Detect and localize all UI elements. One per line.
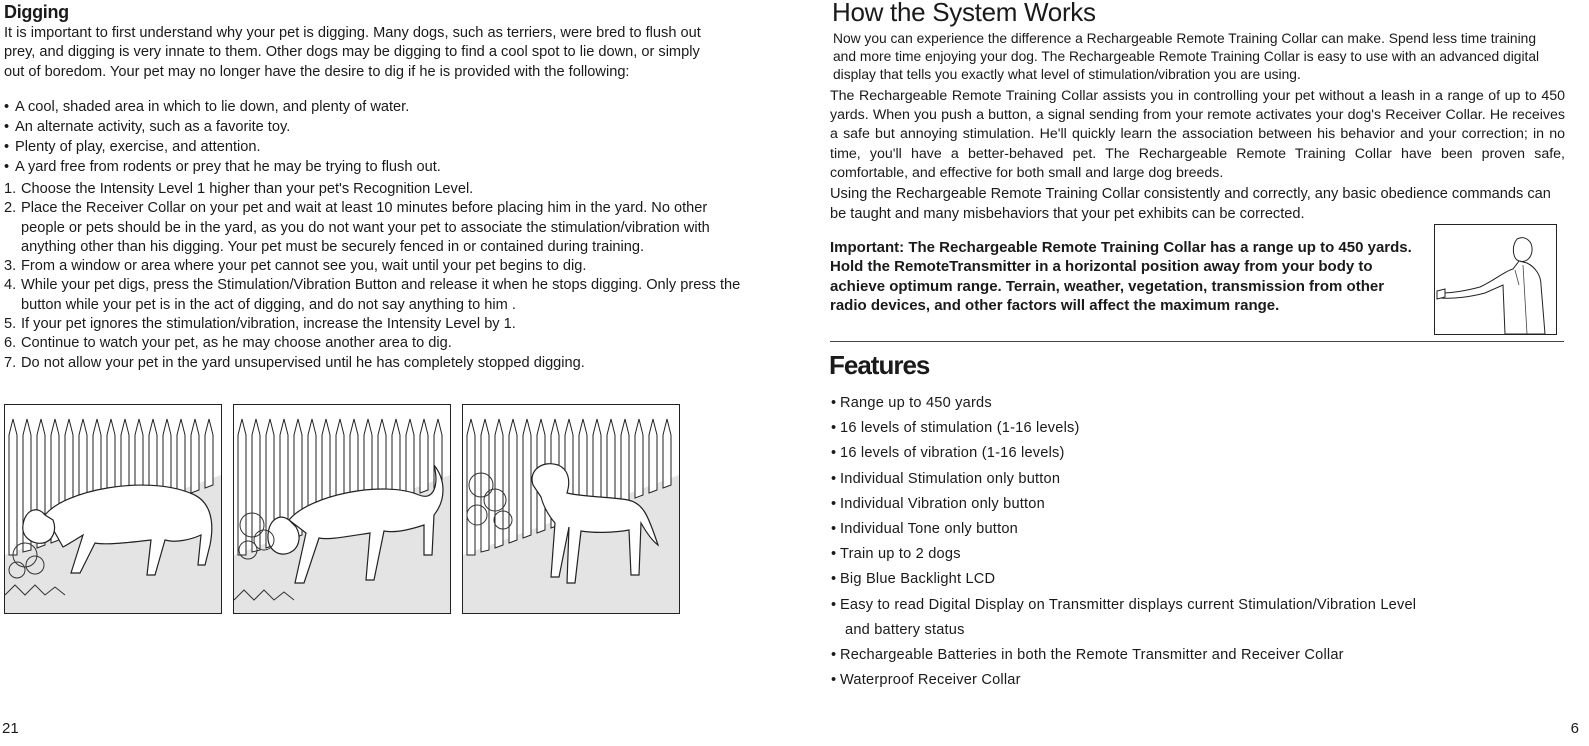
step-item (4, 199, 744, 257)
step-number: 3. (4, 258, 17, 275)
step-item (4, 354, 744, 373)
feature-item: • 16 levels of vibration (1-16 levels) (831, 441, 1416, 466)
digging-steps (4, 180, 744, 373)
step-number: 7. (4, 354, 17, 371)
feature-item: • Big Blue Backlight LCD (831, 567, 1416, 592)
feature-item: • 16 levels of stimulation (1-16 levels) (831, 416, 1416, 441)
illustration-dog-standing (462, 404, 680, 614)
step-number: 2. (4, 200, 17, 217)
page-number: 6 (1570, 720, 1579, 737)
feature-item: • Individual Tone only button (831, 517, 1416, 542)
feature-item: • Easy to read Digital Display on Transmitter displays current Stimulation/Vibration Level (831, 593, 1416, 618)
feature-item: • Waterproof Receiver Collar (831, 668, 1416, 693)
illustration-dog-digging (4, 404, 222, 614)
digging-heading: Digging (4, 2, 69, 22)
step-text: Place the Receiver Collar on your pet and wait at least 10 minutes before placing him in the yard. No other people or pets should be in the yard, as you do not want your pet to associate the stimulation/vibration with anything other than his digging. Your pet must be securely fenced in or contained during training. (21, 200, 710, 255)
section-divider (830, 341, 1564, 342)
step-number: 6. (4, 335, 17, 352)
dog-standing-illustration-icon (463, 405, 679, 613)
step-text: Continue to watch your pet, as he may choose another area to dig. (21, 335, 452, 352)
feature-item: • Train up to 2 dogs (831, 542, 1416, 567)
step-text: While your pet digs, press the Stimulation/Vibration Button and release it when he stops digging. Only press the button while your pet is in the act of digging, and do not say anything to him . (21, 277, 741, 313)
list-item: • An alternate activity, such as a favorite toy. (4, 117, 441, 137)
features-heading: Features (829, 350, 930, 380)
right-page (826, 0, 1589, 746)
how-paragraph-3: Using the Rechargeable Remote Training Collar consistently and correctly, any basic obedience commands can be taught and many misbehaviors that your pet exhibits can be corrected. (830, 186, 1551, 222)
step-item (4, 276, 744, 315)
digging-bullet-list (4, 97, 441, 177)
list-item: • Plenty of play, exercise, and attention. (4, 137, 441, 157)
important-notice: Important: The Rechargeable Remote Training Collar has a range up to 450 yards. Hold the RemoteTransmitter in a horizontal position away from your body to achieve optimum range. Terrain, weather, vegetation, transmission from other radio devices, and other factors will affect the maximum range. (830, 239, 1412, 315)
step-text: From a window or area where your pet cannot see you, wait until your pet begins to dig. (21, 258, 587, 275)
feature-item: • Rechargeable Batteries in both the Remote Transmitter and Receiver Collar (831, 643, 1416, 668)
step-item (4, 334, 744, 353)
feature-item: • Range up to 450 yards (831, 391, 1416, 416)
left-page (0, 0, 760, 746)
illustration-dog-digging-correction (233, 404, 451, 614)
step-text: If your pet ignores the stimulation/vibration, increase the Intensity Level by 1. (21, 316, 516, 333)
step-text: Choose the Intensity Level 1 higher than your pet's Recognition Level. (21, 181, 474, 197)
digging-intro: It is important to first understand why your pet is digging. Many dogs, such as terriers, were bred to flush out prey, and digging is very innate to them. Other dogs may be digging to find a cool spot to lie down, or simply out of boredom. Your pet may no longer have the desire to dig if he is provided with the following: (4, 25, 701, 80)
step-text: Do not allow your pet in the yard unsupervised until he has completely stopped digging. (21, 354, 585, 371)
man-holding-remote-icon (1435, 225, 1556, 334)
feature-item: • Individual Vibration only button (831, 492, 1416, 517)
feature-item-continuation: and battery status (845, 621, 965, 638)
dog-sniffing-illustration-icon (234, 405, 450, 613)
how-paragraph-1: Now you can experience the difference a Rechargeable Remote Training Collar can make. Spend less time training and more time enjoying your dog. The Rechargeable Remote Training Collar is easy to use with an advanced digital display that tells you exactly what level of stimulation/vibration you are using. (833, 31, 1540, 82)
illustration-man-with-remote (1434, 224, 1557, 335)
list-item: • A yard free from rodents or prey that he may be trying to flush out. (4, 157, 441, 177)
page-number: 21 (2, 720, 19, 737)
how-system-works-heading: How the System Works (832, 0, 1096, 27)
step-number: 1. (4, 181, 17, 197)
step-item (4, 257, 744, 276)
step-item (4, 315, 744, 334)
step-number: 5. (4, 316, 17, 333)
dog-digging-illustration-icon (5, 405, 221, 613)
how-paragraph-2: The Rechargeable Remote Training Collar assists you in controlling your pet without a leash in a range of up to 450 yards. When you push a button, a signal sending from your remote activates your dog's Receiver Collar. He receives a safe but annoying stimulation. He'll quickly learn the association between his behavior and your correction; in no time, you'll have a better-behaved pet. The Rechargeable Remote Training Collar have been proven safe, comfortable, and effective for both small and large dog breeds. (830, 88, 1565, 181)
step-item (4, 180, 744, 199)
list-item: • A cool, shaded area in which to lie down, and plenty of water. (4, 97, 441, 117)
step-number: 4. (4, 277, 17, 294)
feature-item: • Individual Stimulation only button (831, 467, 1416, 492)
features-list (831, 391, 1416, 693)
